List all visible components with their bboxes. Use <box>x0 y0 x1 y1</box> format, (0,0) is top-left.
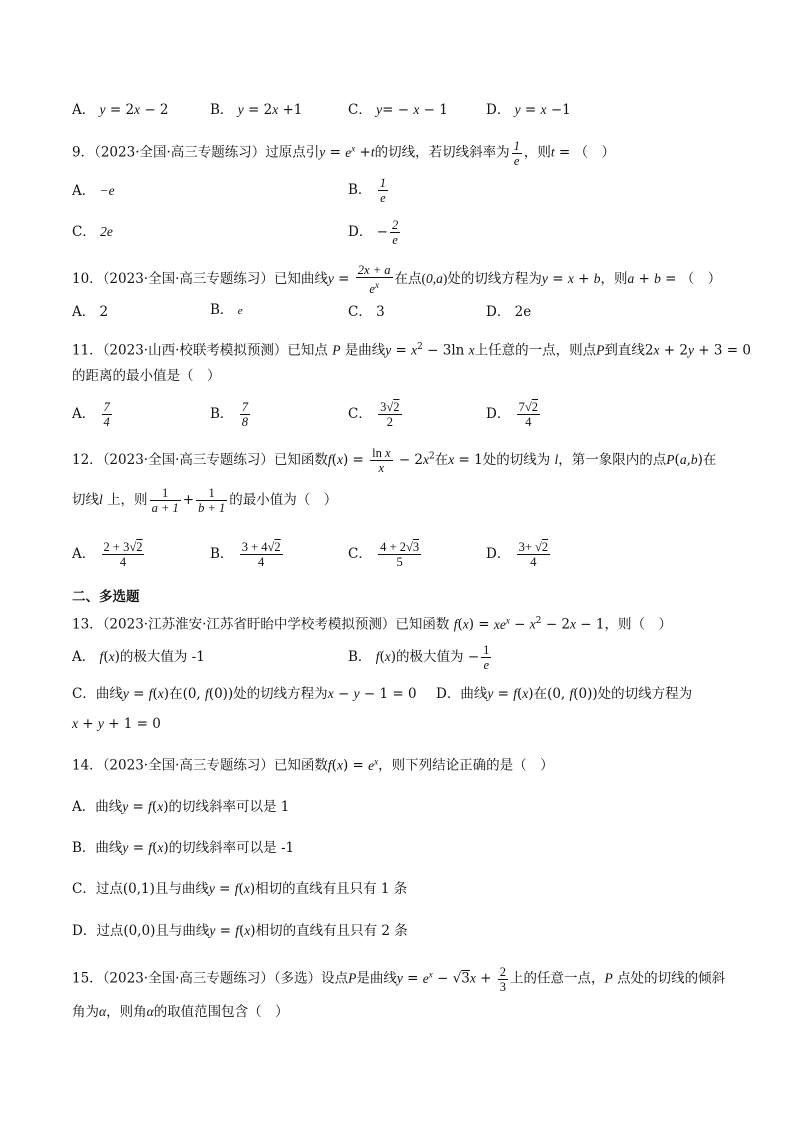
q8-option-c: C． y= − x − 1 <box>348 102 448 118</box>
q12-option-a: A． $\frac{2 + 3√2}{4}$ <box>72 540 143 569</box>
q13-stem: 13．（2023·江苏淮安·江苏省盱眙中学校考模拟预测）已知函数 $f(x) = xe^x - x^2 - 2x - 1$，则（ ） <box>72 615 672 633</box>
q12-option-c: C． $\frac{4 + 2√3}{5}$ <box>348 540 420 569</box>
q11-stem-line1: 11．（2023·山西·校联考模拟预测）已知点 P 是曲线$y = x^2 - 3\ln$ x上任意的一点，则点P到直线2x + 2y + 3 = 0 <box>72 342 751 359</box>
q9-option-a: A． −e <box>72 183 115 199</box>
q11-option-b: B． $\frac{7}{8}$ <box>210 400 248 429</box>
q8-option-a: A． y = 2x − 2 <box>72 102 169 118</box>
q10-stem: 10．（2023·全国·高三专题练习）已知曲线y = $\frac{2x + a}{e^x}$ 在点(0,a)处的切线方程为y = x + b，则a + b = （ ） <box>72 263 722 297</box>
q11-option-d: D． $\frac{7√2}{4}$ <box>486 400 538 429</box>
q9-stem: 9．（2023·全国·高三专题练习）过原点引$y = e^x +t$的切线，若切线斜率为 $\frac{1}{e}$ ，则t = （ ） <box>72 138 615 168</box>
q13-option-b: B． f(x)的极大值为 − $\frac{1}{e}$ <box>348 643 490 672</box>
section-heading-multiple-choice: 二、多选题 <box>72 589 140 605</box>
q9-option-d: D． − $\frac{2}{e}$ <box>348 218 399 247</box>
q12-option-b: B． $\frac{3 + 4√2}{4}$ <box>210 540 281 569</box>
q12-stem-line1: 12．（2023·全国·高三专题练习）已知函数f(x) = $\frac{\text{ln x}}{x}$ − $2x^2$在x = 1处的切线为 l，第一象限内的点P(a,b)在 <box>72 446 717 475</box>
q14-option-b: B．曲线y = f(x)的切线斜率可以是 -1 <box>72 840 295 856</box>
q10-option-d: D． 2e <box>486 304 532 320</box>
q10-option-a: A． 2 <box>72 304 109 320</box>
q15-stem-line2: 角为α，则角α的取值范围包含（ ） <box>72 1004 289 1020</box>
q13-option-c: C．曲线y = f(x)在(0, f(0))处的切线方程为x − y − 1 = 0 <box>72 686 417 702</box>
q12-option-d: D． $\frac{3+ √2}{4}$ <box>486 540 549 569</box>
q9-option-c: C． 2e <box>72 224 113 240</box>
q8-option-b: B． y = 2x +1 <box>210 102 303 118</box>
q13-option-a: A． f(x)的极大值为 -1 <box>72 649 205 665</box>
q11-stem-line2: 的距离的最小值是（ ） <box>72 368 221 384</box>
q14-option-c: C．过点(0,1)且与曲线y = f(x)相切的直线有且只有 1 条 <box>72 881 408 897</box>
q11-option-a: A． $\frac{7}{4}$ <box>72 400 110 429</box>
q15-stem-line1: 15．（2023·全国·高三专题练习）（多选）设点P是曲线$y = e^x - √3x$ + $\frac{2}{3}$ 上的任意一点，P 点处的切线的倾斜 <box>72 964 726 994</box>
q9-option-b: B． $\frac{1}{e}$ <box>348 176 386 205</box>
q13-option-d-cont: x + y + 1 = 0 <box>72 716 161 732</box>
q13-option-d: D．曲线y = f(x)在(0, f(0))处的切线方程为 <box>436 686 693 702</box>
q14-option-d: D．过点(0,0)且与曲线y = f(x)相切的直线有且只有 2 条 <box>72 923 408 939</box>
q10-option-c: C． 3 <box>348 304 385 320</box>
q14-stem: 14．（2023·全国·高三专题练习）已知函数$f(x) = e^x$，则下列结论正确的是（ ） <box>72 756 554 774</box>
q8-option-d: D． y = x −1 <box>486 102 571 118</box>
q12-stem-line2: 切线l 上，则 $\frac{1}{a + 1}$ + $\frac{1}{b + 1}$ 的最小值为（ ） <box>72 486 338 515</box>
q11-option-c: C． $\frac{3√2}{2}$ <box>348 400 400 429</box>
q14-option-a: A．曲线y = f(x)的切线斜率可以是 1 <box>72 799 290 815</box>
q10-option-b: B． e <box>210 302 243 318</box>
